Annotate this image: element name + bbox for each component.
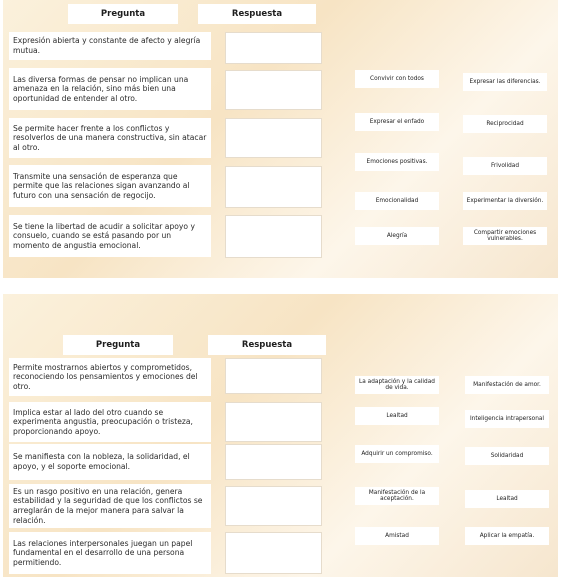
answer-drop-zone-4[interactable]	[225, 486, 322, 526]
option-card[interactable]: Alegría	[355, 227, 439, 245]
header-respuesta: Respuesta	[208, 335, 326, 355]
question-4: Es un rasgo positivo en una relación, genera estabilidad y la seguridad de que los conflictos se arreglarán de la mejor manera para salvar la relación.	[9, 484, 211, 528]
question-3: Se manifiesta con la nobleza, la solidaridad, el apoyo, y el soporte emocional.	[9, 444, 211, 480]
header-pregunta: Pregunta	[63, 335, 173, 355]
option-card[interactable]: Adquirir un compromiso.	[355, 445, 439, 463]
option-card[interactable]: Inteligencia intrapersonal	[465, 410, 549, 428]
answer-drop-zone-5[interactable]	[225, 215, 322, 258]
option-card[interactable]: Compartir emociones vulnerables.	[463, 227, 547, 245]
option-card[interactable]: Aplicar la empatía.	[465, 527, 549, 545]
answer-drop-zone-4[interactable]	[225, 166, 322, 208]
question-3: Se permite hacer frente a los conflictos y resolverlos de una manera constructiva, sin atacar al otro.	[9, 118, 211, 158]
question-2: Implica estar al lado del otro cuando se experimenta angustia, preocupación o tristeza, proporcionando apoyo.	[9, 402, 211, 442]
matching-panel-2	[3, 294, 558, 577]
answer-drop-zone-3[interactable]	[225, 444, 322, 480]
option-card[interactable]: Reciprocidad	[463, 115, 547, 133]
question-1: Expresión abierta y constante de afecto y alegría mutua.	[9, 32, 211, 60]
option-card[interactable]: Lealtad	[355, 407, 439, 425]
option-card[interactable]: Lealtad	[465, 490, 549, 508]
header-pregunta: Pregunta	[68, 4, 178, 24]
answer-drop-zone-1[interactable]	[225, 32, 322, 64]
option-card[interactable]: La adaptación y la calidad de vida.	[355, 376, 439, 394]
option-card[interactable]: Convivir con todos	[355, 70, 439, 88]
option-card[interactable]: Emocionalidad	[355, 192, 439, 210]
answer-drop-zone-2[interactable]	[225, 402, 322, 442]
option-card[interactable]: Experimentar la diversión.	[463, 192, 547, 210]
question-5: Se tiene la libertad de acudir a solicitar apoyo y consuelo, cuando se está pasando por un momento de angustia emocional.	[9, 215, 211, 257]
question-2: Las diversa formas de pensar no implican una amenaza en la relación, sino más bien una oportunidad de entender al otro.	[9, 68, 211, 110]
answer-drop-zone-5[interactable]	[225, 532, 322, 574]
option-card[interactable]: Expresar las diferencias.	[463, 73, 547, 91]
option-card[interactable]: Frivolidad	[463, 157, 547, 175]
option-card[interactable]: Amistad	[355, 527, 439, 545]
question-1: Permite mostrarnos abiertos y comprometidos, reconociendo los pensamientos y emociones del otro.	[9, 358, 211, 396]
header-respuesta: Respuesta	[198, 4, 316, 24]
question-4: Transmite una sensación de esperanza que permite que las relaciones sigan avanzando al futuro con una sensación de regocijo.	[9, 165, 211, 207]
option-card[interactable]: Expresar el enfado	[355, 113, 439, 131]
option-card[interactable]: Emociones positivas.	[355, 153, 439, 171]
option-card[interactable]: Manifestación de amor.	[465, 376, 549, 394]
matching-panel-1	[3, 0, 558, 278]
question-5: Las relaciones interpersonales juegan un papel fundamental en el desarrollo de una persona permitiendo.	[9, 532, 211, 574]
option-card[interactable]: Manifestación de la aceptación.	[355, 487, 439, 505]
answer-drop-zone-3[interactable]	[225, 118, 322, 158]
answer-drop-zone-1[interactable]	[225, 358, 322, 394]
option-card[interactable]: Solidaridad	[465, 447, 549, 465]
answer-drop-zone-2[interactable]	[225, 70, 322, 110]
